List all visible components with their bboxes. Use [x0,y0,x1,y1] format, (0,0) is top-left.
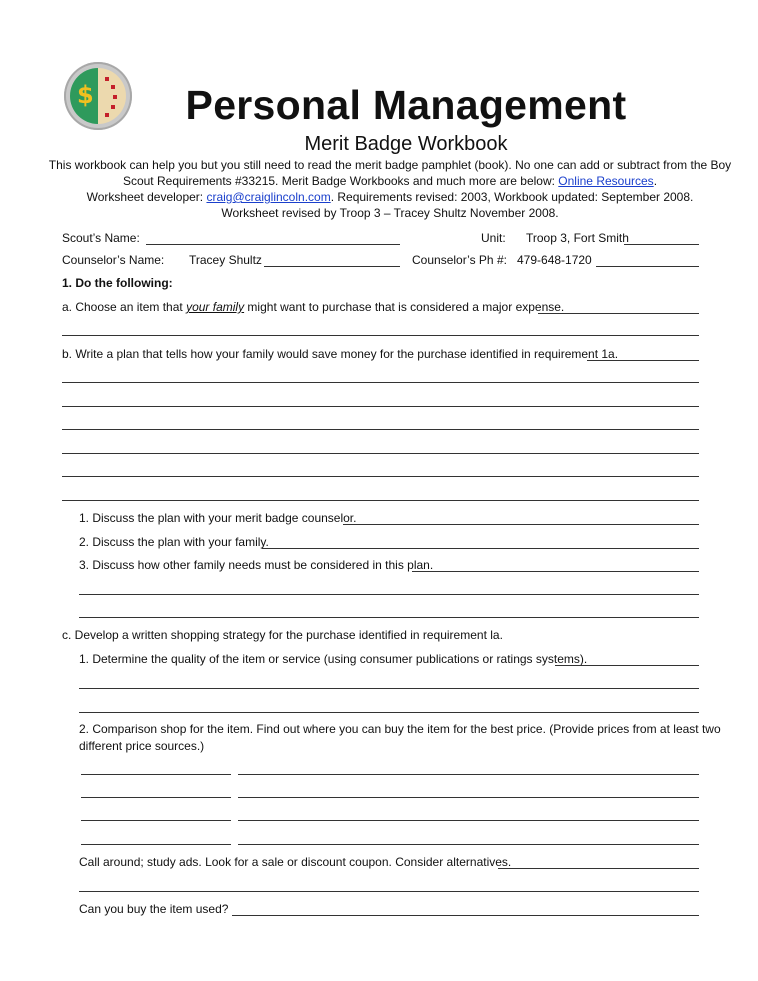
unit-label: Unit: [481,231,506,245]
requirement-a-answer-line[interactable] [62,335,699,336]
intro-line-3-text: Worksheet developer: [86,190,207,204]
developer-email-link[interactable]: craig@craiglincoln.com [206,190,331,204]
requirement-b-item-2-answer-line[interactable] [262,548,699,549]
intro-line-4: Worksheet revised by Troop 3 – Tracey Shultz November 2008. [221,206,559,220]
requirement-b: b. Write a plan that tells how your family would save money for the purchase identified in requirement 1a. [62,347,619,361]
counselor-name-value: Tracey Shultz [189,253,262,267]
call-around-prompt: Call around; study ads. Look for a sale or discount coupon. Consider alternatives. [79,855,512,869]
requirement-b-answer-line[interactable] [62,476,699,477]
unit-field[interactable] [624,244,699,245]
price-source-line[interactable] [81,820,231,821]
requirement-b-answer-line[interactable] [62,406,699,407]
requirement-a [62,300,564,314]
buy-used-answer-line[interactable] [232,915,699,916]
requirement-b-item-2: 2. Discuss the plan with your family. [79,535,269,549]
price-source-line[interactable] [81,844,231,845]
intro-line-2 [40,173,740,189]
call-around-answer-line[interactable] [79,891,699,892]
counselor-phone-label: Counselor’s Ph #: [412,253,507,267]
requirement-c-2-line-2: different price sources.) [79,739,205,753]
requirement-b-item-3: 3. Discuss how other family needs must be considered in this plan. [79,558,434,572]
counselor-name-field[interactable] [264,266,400,267]
price-line[interactable] [238,844,699,845]
requirement-b-answer-line[interactable] [62,500,699,501]
scout-name-label: Scout’s Name: [62,231,140,245]
counselor-name-label: Counselor’s Name: [62,253,165,267]
counselor-phone-field[interactable] [596,266,699,267]
price-line[interactable] [238,797,699,798]
badge-dot [105,77,109,81]
dollar-sign-icon: $ [77,81,94,109]
requirement-b-answer-line[interactable] [62,429,699,430]
counselor-phone-value: 479-648-1720 [517,253,592,267]
requirement-a-answer-line[interactable] [538,313,699,314]
requirement-c-1-answer-line[interactable] [555,665,699,666]
requirement-b-answer-line[interactable] [62,382,699,383]
requirement-b-item-1-answer-line[interactable] [343,524,699,525]
intro-line-1: This workbook can help you but you still need to read the merit badge pamphlet (book). No one can add or subtract from the Boy [48,158,732,172]
requirement-c-1-answer-line[interactable] [79,712,699,713]
intro-line-3-suffix: . Requirements revised: 2003, Workbook updated: September 2008. [330,190,694,204]
scout-name-field[interactable] [146,244,400,245]
requirement-b-item-3-answer-line[interactable] [412,571,699,572]
price-source-line[interactable] [81,774,231,775]
requirement-c-1-answer-line[interactable] [79,688,699,689]
requirement-b-item-3-answer-line[interactable] [79,594,699,595]
intro-line-2-text: Scout Requirements #33215. Merit Badge Workbooks and much more are below: [122,174,559,188]
intro-line-3 [40,189,740,205]
requirements-heading: 1. Do the following: [62,276,173,290]
requirement-c-2-line-1: 2. Comparison shop for the item. Find out where you can buy the item for the best price. (Provide prices from at least two [79,722,721,736]
unit-value: Troop 3, Fort Smith [526,231,629,245]
requirement-b-answer-line[interactable] [587,360,699,361]
requirement-a-suffix: might want to purchase that is considered a major expense. [244,300,565,314]
page-title: Personal Management [185,82,627,128]
requirement-c-1: 1. Determine the quality of the item or service (using consumer publications or ratings systems). [79,652,588,666]
intro-line-2-suffix: . [653,174,658,188]
price-source-line[interactable] [81,797,231,798]
requirement-b-item-3-answer-line[interactable] [79,617,699,618]
price-line[interactable] [238,774,699,775]
requirement-b-answer-line[interactable] [62,453,699,454]
requirement-a-text: a. Choose an item that [62,300,187,314]
page-subtitle: Merit Badge Workbook [304,133,508,155]
requirement-b-item-1: 1. Discuss the plan with your merit badge counselor. [79,511,357,525]
call-around-answer-line[interactable] [498,868,699,869]
requirement-a-emphasis: your family [186,300,245,314]
online-resources-link[interactable]: Online Resources [558,174,654,188]
buy-used-prompt: Can you buy the item used? [79,902,229,916]
requirement-c: c. Develop a written shopping strategy for the purchase identified in requirement la. [62,628,503,642]
price-line[interactable] [238,820,699,821]
